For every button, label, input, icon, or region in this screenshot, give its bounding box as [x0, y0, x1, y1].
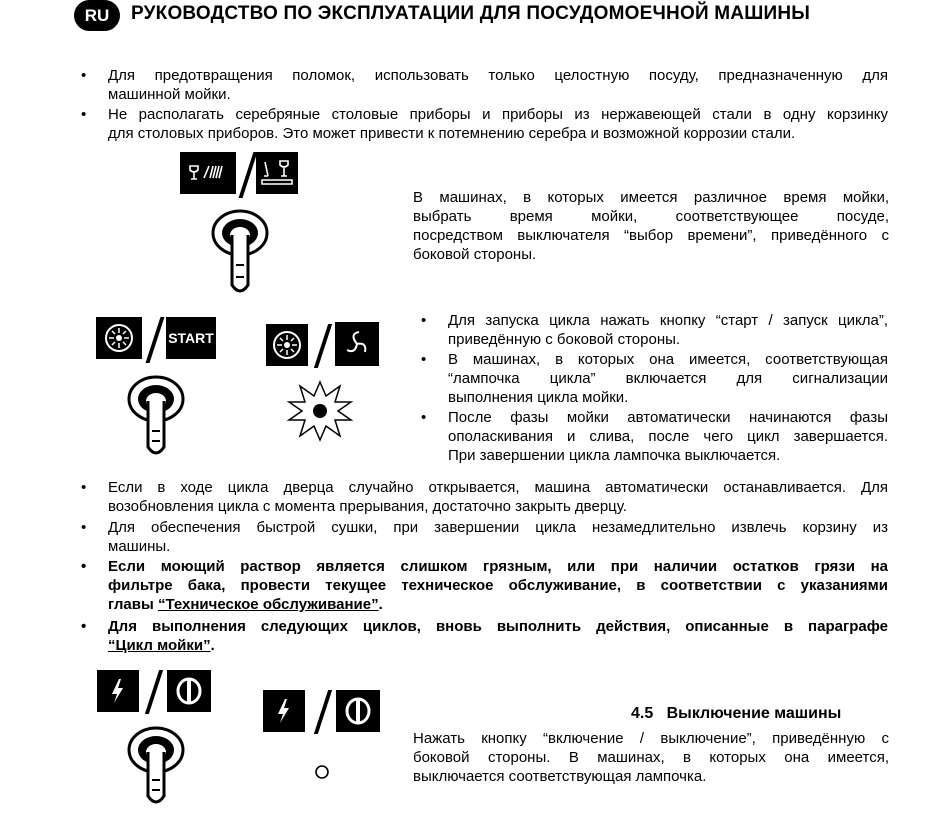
section-title: 4.5 Выключение машины [631, 705, 842, 722]
maintenance-chapter-link[interactable]: “Техническое обслуживание” [157, 596, 379, 613]
bullet-item: • Не располагать серебряные столовые приборы и приборы из нержавеющей стали в одну корзинку для столовых приборов. Это может привести к потемнению серебра и возможной коррозии стали. [81, 106, 888, 142]
bullet-item: • Для предотвращения поломок, использовать только целостную посуду, предназначенную для машинной мойки. [81, 67, 888, 103]
wash-cycle-link[interactable]: “Цикл мойки” [108, 637, 211, 654]
bullet-item: • Для обеспечения быстрой сушки, при завершении цикла незамедлительно извлечь корзину из машины. [81, 519, 888, 555]
glasses-cutlery-program-icon [180, 152, 236, 194]
cycle-fan-icon [335, 322, 379, 366]
divider-slash [146, 317, 165, 363]
page-title: РУКОВОДСТВО ПО ЭКСПЛУАТАЦИИ ДЛЯ ПОСУДОМОЕЧНОЙ МАШИНЫ [131, 3, 811, 24]
section-description: Нажать кнопку “включение / выключение”, приведённую с боковой стороны. В машинах, в которых она имеется, выключается соответствующая лампочка. [413, 730, 889, 785]
wash-cycle-icon [266, 324, 308, 366]
on-off-icon [336, 690, 380, 732]
selector-knob-illustration [210, 205, 270, 305]
divider-slash [314, 324, 332, 368]
wash-cycle-icon [96, 317, 142, 359]
on-off-knob-illustration [126, 724, 186, 824]
bullet-item: • Если в ходе цикла дверца случайно открывается, машина автоматически останавливается. Для возобновления цикла с момента прерывания, достаточно закрыть дверцу. [81, 479, 888, 515]
delicate-program-icon [256, 152, 298, 194]
bullet-item: • В машинах, в которых она имеется, соответствующая “лампочка цикла” включается для сигнализации выполнения цикла мойки. [421, 351, 888, 406]
bullet-item: • Для запуска цикла нажать кнопку “старт / запуск цикла”, приведённую с боковой стороны. [421, 312, 888, 348]
cycle-lamp-on-icon [285, 380, 355, 440]
divider-slash [314, 690, 332, 734]
lamp-off-icon [313, 762, 333, 782]
divider-slash [239, 152, 258, 198]
bullet-item: • После фазы мойки автоматически начинаются фазы ополаскивания и слива, после чего цикл завершается. При завершении цикла лампочка выключается. [421, 409, 888, 464]
divider-slash [145, 670, 163, 714]
power-icon [263, 690, 305, 732]
bullet-item: • Для выполнения следующих циклов, вновь выполнить действия, описанные в параграфе “Цикл мойки”. [81, 618, 888, 654]
start-button-icon: START [166, 317, 216, 359]
language-badge: RU [74, 0, 120, 31]
on-off-icon [167, 670, 211, 712]
start-knob-illustration [126, 373, 186, 473]
power-icon [97, 670, 139, 712]
time-selector-description: В машинах, в которых имеется различное время мойки, выбрать время мойки, соответствующее посуде, посредством выключателя “выбор времени”, приведённого с боковой стороны. [413, 189, 889, 263]
bullet-item: • Если моющий раствор является слишком грязным, или при наличии остатков грязи на фильтре бака, провести текущее техническое обслуживание, в соответствии с указаниями главы “Техническое обслуживание”. [81, 558, 888, 613]
